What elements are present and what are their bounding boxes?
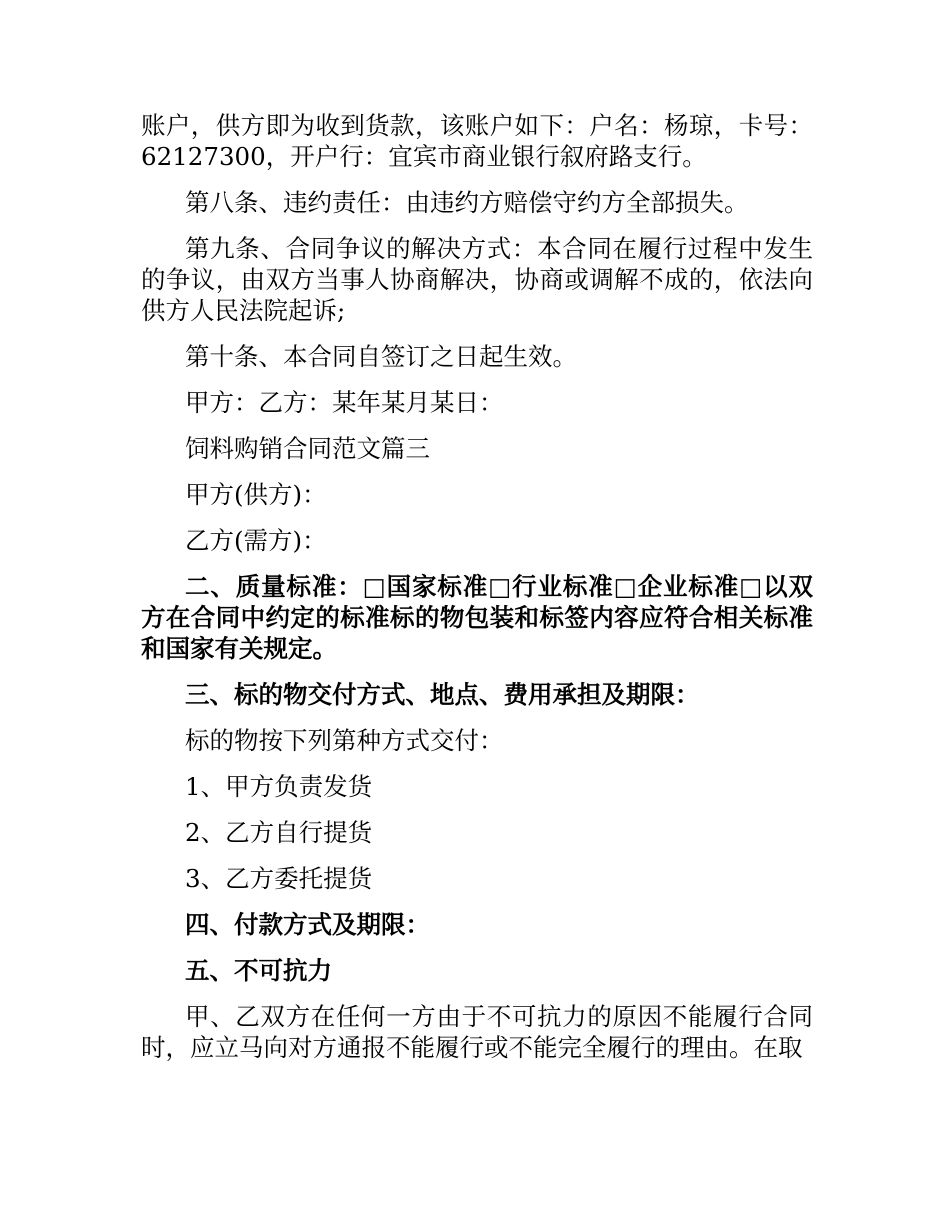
paragraph-party-a: 甲方(供方)： bbox=[185, 480, 327, 509]
paragraph-account-info: 账户，供方即为收到货款，该账户如下：户名：杨琼，卡号：62127300，开户行：宜宾市商业银行叙府路支行。 bbox=[141, 111, 813, 171]
list-item-delivery-2: 2、乙方自行提货 bbox=[185, 818, 373, 847]
section-title: 饲料购销合同范文篇三 bbox=[185, 434, 430, 463]
heading-payment: 四、付款方式及期限： bbox=[185, 910, 430, 939]
paragraph-article-8: 第八条、违约责任：由违约方赔偿守约方全部损失。 bbox=[185, 188, 749, 217]
paragraph-party-b: 乙方(需方)： bbox=[185, 526, 327, 555]
list-item-delivery-3: 3、乙方委托提货 bbox=[185, 864, 373, 893]
heading-delivery: 三、标的物交付方式、地点、费用承担及期限： bbox=[185, 680, 700, 709]
paragraph-force-majeure: 甲、乙双方在任何一方由于不可抗力的原因不能履行合同时，应立马向对方通报不能履行或不能完全履行的理由。在取 bbox=[141, 1002, 813, 1062]
paragraph-delivery-method: 标的物按下列第种方式交付： bbox=[185, 726, 504, 755]
heading-quality-standard: 二、质量标准：□国家标准□行业标准□企业标准□以双方在合同中约定的标准标的物包装和标签内容应符合相关标准和国家有关规定。 bbox=[141, 572, 813, 663]
paragraph-signatures: 甲方：乙方：某年某月某日： bbox=[185, 388, 504, 417]
list-item-delivery-1: 1、甲方负责发货 bbox=[185, 772, 373, 801]
paragraph-article-10: 第十条、本合同自签订之日起生效。 bbox=[185, 342, 577, 371]
document-page bbox=[141, 110, 813, 1078]
paragraph-article-9: 第九条、合同争议的解决方式：本合同在履行过程中发生的争议，由双方当事人协商解决，协商或调解不成的，依法向供方人民法院起诉; bbox=[141, 234, 813, 325]
heading-force-majeure: 五、不可抗力 bbox=[185, 956, 332, 985]
